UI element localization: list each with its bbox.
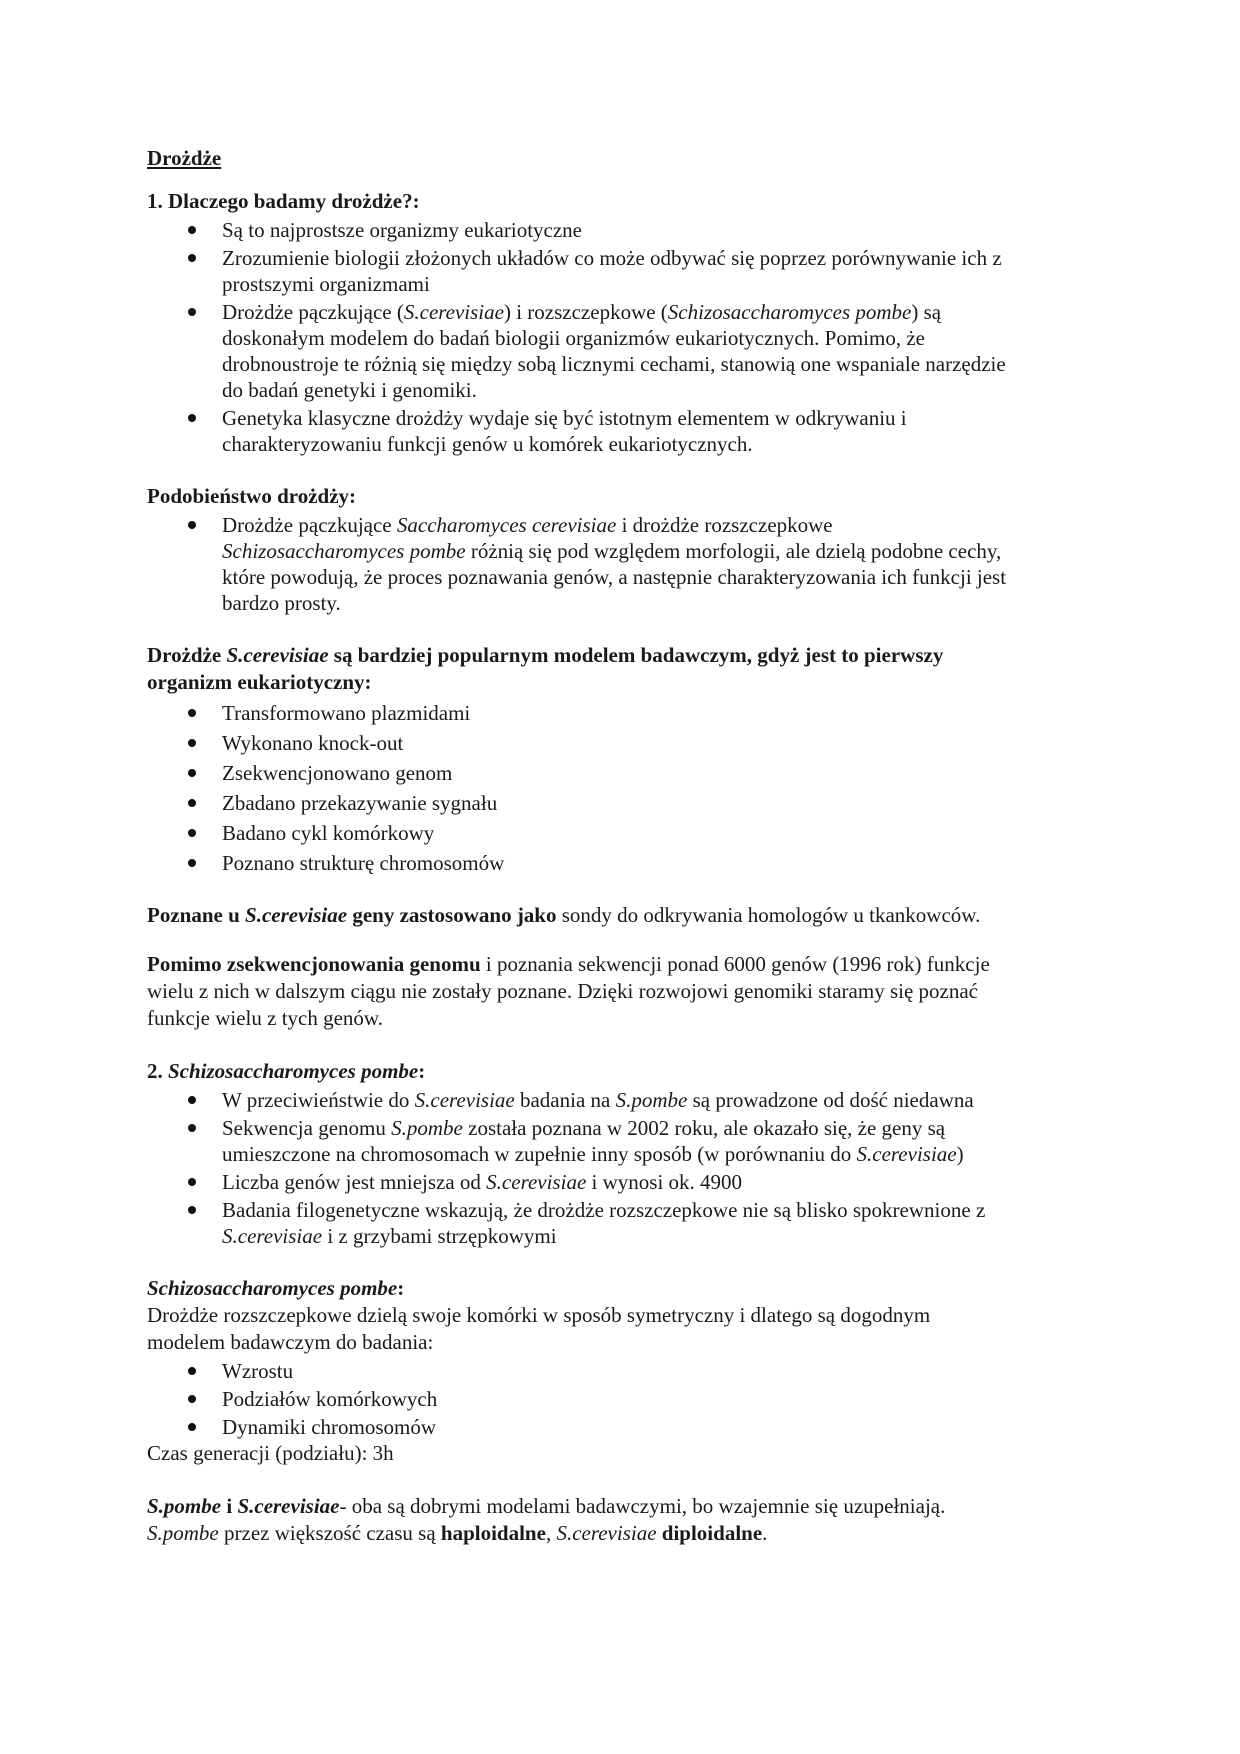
bullet-icon <box>188 1206 196 1214</box>
list-item: Badano cykl komórkowy <box>147 820 1097 846</box>
list-item: Zrozumienie biologii złożonych układów co może odbywać się poprzez porównywanie ich z prostszymi organizmami <box>147 245 1097 297</box>
bullet-icon <box>188 769 196 777</box>
list-item: Genetyka klasyczne drożdży wydaje się być istotnym elementem w odkrywaniu i charakteryzowaniu funkcji genów u komórek eukariotycznych. <box>147 405 1097 457</box>
list-item: Zbadano przekazywanie sygnału <box>147 790 1097 816</box>
paragraph-probes: Poznane u S.cerevisiae geny zastosowano jako sondy do odkrywania homologów u tkankowców. <box>147 903 981 927</box>
bullet-icon <box>188 226 196 234</box>
list-item: W przeciwieństwie do S.cerevisiae badania na S.pombe są prowadzone od dość niedawna <box>147 1087 1097 1113</box>
similarity-list <box>147 512 1097 616</box>
generation-time: Czas generacji (podziału): 3h <box>147 1441 394 1465</box>
list-item: Są to najprostsze organizmy eukariotyczne <box>147 217 1097 243</box>
document-page <box>147 145 1097 1547</box>
paragraph-comparison: S.pombe i S.cerevisiae- oba są dobrymi modelami badawczymi, bo wzajemnie się uzupełniają. S.pombe przez większość czasu są haploidalne, S.cerevisiae diploidalne. <box>147 1494 946 1545</box>
bullet-icon <box>188 1367 196 1375</box>
paragraph-symmetric-division: Drożdże rozszczepkowe dzielą swoje komórki w sposób symetryczny i dlatego są dogodnym modelem badawczym do badania: <box>147 1303 931 1354</box>
list-item: Badania filogenetyczne wskazują, że drożdże rozszczepkowe nie są blisko spokrewnione z S.cerevisiae i z grzybami strzępkowymi <box>147 1197 1097 1249</box>
section-heading-pombe-model: Schizosaccharomyces pombe: <box>147 1276 405 1300</box>
list-item: Drożdże pączkujące Saccharomyces cerevisiae i drożdże rozszczepkowe Schizosaccharomyces pombe różnią się pod względem morfologii, ale dzielą podobne cechy, które powodują, że proces poznawania genów, a następnie charakteryzowania ich funkcji jest bardzo prosty. <box>147 512 1097 616</box>
bullet-icon <box>188 1178 196 1186</box>
list-item: Podziałów komórkowych <box>147 1386 1097 1412</box>
list-item: Dynamiki chromosomów <box>147 1414 1097 1440</box>
bullet-icon <box>188 859 196 867</box>
bullet-icon <box>188 1395 196 1403</box>
section-heading-popular-model: Drożdże S.cerevisiae są bardziej popularnym modelem badawczym, gdyż jest to pierwszy organizm eukariotyczny: <box>147 643 944 694</box>
paragraph-genome: Pomimo zsekwencjonowania genomu i poznania sekwencji ponad 6000 genów (1996 rok) funkcje wielu z nich w dalszym ciągu nie zostały poznane. Dzięki rozwojowi genomiki staramy się poznać funkcje wielu z tych genów. <box>147 952 990 1030</box>
list-item: Wykonano knock-out <box>147 730 1097 756</box>
section-heading-similarity: Podobieństwo drożdży: <box>147 484 357 508</box>
list-item: Liczba genów jest mniejsza od S.cerevisiae i wynosi ok. 4900 <box>147 1169 1097 1195</box>
section-heading-why-yeast: 1. Dlaczego badamy drożdże?: <box>147 189 420 213</box>
bullet-icon <box>188 709 196 717</box>
list-item: Poznano strukturę chromosomów <box>147 850 1097 876</box>
section-heading-pombe: 2. Schizosaccharomyces pombe: <box>147 1059 426 1083</box>
bullet-icon <box>188 799 196 807</box>
list-item: Transformowano plazmidami <box>147 700 1097 726</box>
list-item: Wzrostu <box>147 1358 1097 1384</box>
bullet-icon <box>188 308 196 316</box>
research-areas-list <box>147 1358 1097 1440</box>
list-item: Zsekwencjonowano genom <box>147 760 1097 786</box>
bullet-icon <box>188 829 196 837</box>
document-title: Drożdże <box>147 146 222 170</box>
pombe-list <box>147 1087 1097 1249</box>
achievements-list <box>147 700 1097 876</box>
bullet-icon <box>188 1423 196 1431</box>
bullet-icon <box>188 521 196 529</box>
why-yeast-list <box>147 217 1097 457</box>
bullet-icon <box>188 254 196 262</box>
bullet-icon <box>188 739 196 747</box>
bullet-icon <box>188 1096 196 1104</box>
bullet-icon <box>188 414 196 422</box>
bullet-icon <box>188 1124 196 1132</box>
list-item: Drożdże pączkujące (S.cerevisiae) i rozszczepkowe (Schizosaccharomyces pombe) są doskonałym modelem do badań biologii organizmów eukariotycznych. Pomimo, że drobnoustroje te różnią się między sobą licznymi cechami, stanowią one wspaniale narzędzie do badań genetyki i genomiki. <box>147 299 1097 403</box>
list-item: Sekwencja genomu S.pombe została poznana w 2002 roku, ale okazało się, że geny są umieszczone na chromosomach w zupełnie inny sposób (w porównaniu do S.cerevisiae) <box>147 1115 1097 1167</box>
